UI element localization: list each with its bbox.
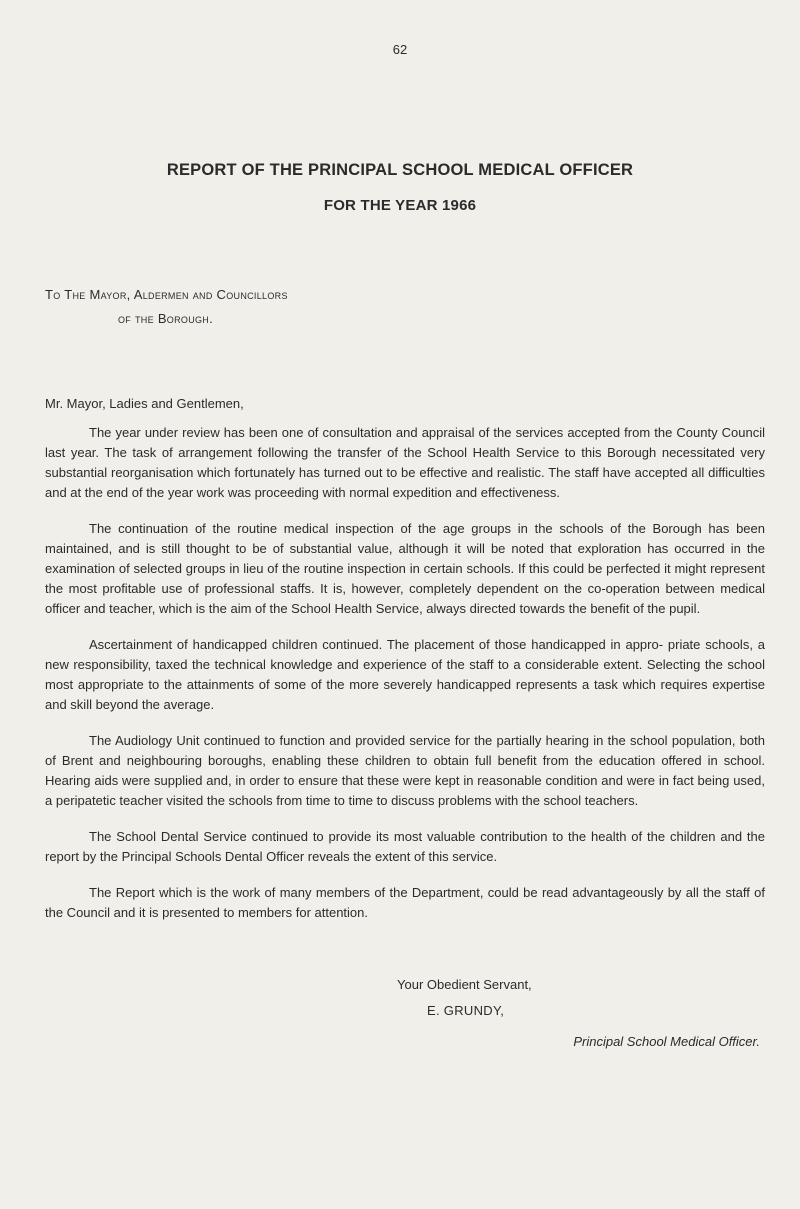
closing: Your Obedient Servant, [397,977,532,992]
report-subtitle: FOR THE YEAR 1966 [323,197,477,214]
salutation: Mr. Mayor, Ladies and Gentlemen, [45,396,244,411]
signature-title: Principal School Medical Officer. [573,1034,760,1049]
paragraph-medical-inspection: The continuation of the routine medical inspection of the age groups in the schools of the Borough has been maintained, and is still thought to be of substantial value, although it will be noted that exploration has occurred in the examination of selected groups in lieu of the routine inspection in certain schools. If this could be perfected it might represent the most profitable use of professional staffs. It is, however, completely dependent on the co-operation between medical officer and teacher, which is the aim of the School Health Service, always directed towards the benefit of the pupil. [45,521,765,616]
report-title: REPORT OF THE PRINCIPAL SCHOOL MEDICAL OFFICER [166,161,634,179]
paragraph-consultation: The year under review has been one of consultation and appraisal of the services accepted from the County Council last year. The task of arrangement following the transfer of the School Health Service to this Borough necessitated very substantial reorganisation which fortunately has turned out to be effective and realistic. The staff have accepted all difficulties and at the end of the year work was proceeding with normal expedition and effectiveness. [45,425,765,500]
page-number: 62 [392,42,408,57]
address-line-2: of the Borough. [118,311,214,326]
address-line-1: To The Mayor, Aldermen and Councillors [45,287,288,302]
signature-name: E. GRUNDY, [427,1003,505,1018]
paragraph-handicapped: Ascertainment of handicapped children continued. The placement of those handicapped in appro- priate schools, a new responsibility, taxed the technical knowledge and experience of the staff to a considerable extent. Selecting the school most appropriate to the attainments of some of the more severely handicapped represents a task which requires expertise and skill beyond the average. [45,637,765,712]
report-body [45,423,765,939]
paragraph-audiology: The Audiology Unit continued to function and provided service for the partially hearing in the school population, both of Brent and neighbouring boroughs, enabling these children to obtain full benefit from the education offered in school. Hearing aids were supplied and, in order to ensure that these were kept in reasonable condition and were in fact being used, a peripatetic teacher visited the schools from time to time to discuss problems with the school teachers. [45,733,765,808]
paragraph-dental: The School Dental Service continued to provide its most valuable contribution to the health of the children and the report by the Principal Schools Dental Officer reveals the extent of this service. [45,829,765,864]
paragraph-report: The Report which is the work of many members of the Department, could be read advantageously by all the staff of the Council and it is presented to members for attention. [45,885,765,920]
